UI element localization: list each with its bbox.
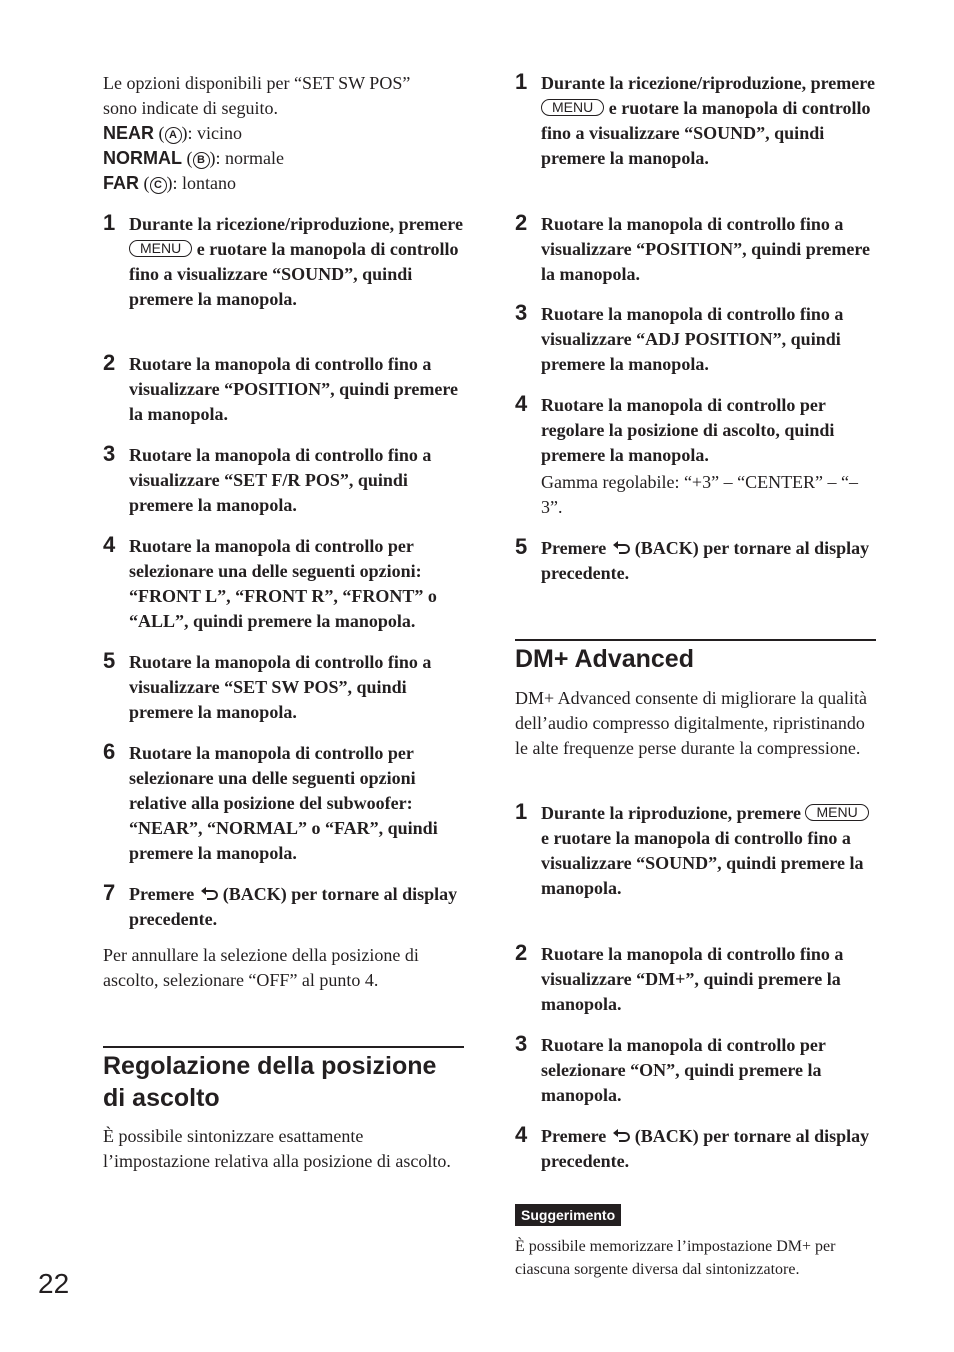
intro-line: sono indicate di seguito. <box>103 98 278 118</box>
step-item: 2 Ruotare la manopola di controllo fino a visualizzare “POSITION”, quindi premere la manopola. <box>103 350 459 424</box>
step-number: 4 <box>515 391 528 416</box>
step-number: 7 <box>103 880 116 905</box>
intro-line: Le opzioni disponibili per “SET SW POS” <box>103 73 411 93</box>
step-number: 3 <box>515 1031 528 1056</box>
step-note: Gamma regolabile: “+3” – “CENTER” – “–3”. <box>541 472 859 517</box>
step-number: 2 <box>515 940 528 965</box>
page-number: 22 <box>38 1268 70 1299</box>
option-far: FAR ( C ): lontano <box>103 173 236 193</box>
step-item: 3 Ruotare la manopola di controllo fino a visualizzare “ADJ POSITION”, quindi premere la manopola. <box>515 300 844 374</box>
option-near: NEAR ( A ): vicino <box>103 123 243 143</box>
step-number: 4 <box>103 532 116 557</box>
step-number: 2 <box>103 350 116 375</box>
step-number: 3 <box>103 441 116 466</box>
menu-button-icon: MENU <box>129 240 192 257</box>
section-intro: DM+ Advanced consente di migliorare la qualità dell’audio compresso digitalmente, ripristinando le alte frequenze perse durante la compressione. <box>515 688 868 758</box>
step-item: 1 Durante la ricezione/riproduzione, premere MENU e ruotare la manopola di controllo fino a visualizzare “SOUND”, quindi premere la manopola. <box>103 210 463 309</box>
step-number: 5 <box>515 534 528 559</box>
step-item: 5 Premere (BACK) per tornare al display precedente. <box>515 534 870 583</box>
sw-pos-options <box>103 71 464 196</box>
step-item: 4 Ruotare la manopola di controllo per regolare la posizione di ascolto, quindi premere la manopola. Gamma regolabile: “+3” – “CENTER” – “–3”. <box>515 393 876 520</box>
circled-c-icon: C <box>150 177 167 194</box>
step-number: 1 <box>103 210 116 235</box>
step-item: 3 Ruotare la manopola di controllo per selezionare “ON”, quindi premere la manopola. <box>515 1031 826 1105</box>
step-item: 1 Durante la ricezione/riproduzione, premere MENU e ruotare la manopola di controllo fino a visualizzare “SOUND”, quindi premere la manopola. <box>515 69 875 168</box>
section-heading: Regolazione della posizione di ascolto <box>103 1052 437 1112</box>
menu-button-icon: MENU <box>541 99 604 116</box>
step-item: 4 Ruotare la manopola di controllo per selezionare una delle seguenti opzioni: “FRONT L”, “FRONT R”, “FRONT” o “ALL”, quindi premere la manopola. <box>103 532 437 631</box>
option-normal: NORMAL ( B ): normale <box>103 148 284 168</box>
step-item: 4 Premere (BACK) per tornare al display precedente. <box>515 1122 870 1171</box>
step-number: 6 <box>103 739 116 764</box>
step-number: 1 <box>515 799 528 824</box>
menu-button-icon: MENU <box>805 804 868 821</box>
step-item: 1 Durante la riproduzione, premere MENU e ruotare la manopola di controllo fino a visualizzare “SOUND”, quindi premere la manopola. <box>515 801 876 901</box>
back-arrow-icon <box>613 541 631 555</box>
step-item: 2 Ruotare la manopola di controllo fino a visualizzare “DM+”, quindi premere la manopola. <box>515 940 844 1014</box>
section-rule <box>103 1046 464 1048</box>
section-heading: DM+ Advanced <box>515 645 694 673</box>
back-arrow-icon <box>201 887 219 901</box>
step-item: 2 Ruotare la manopola di controllo fino a visualizzare “POSITION”, quindi premere la manopola. <box>515 210 871 284</box>
step-item: 7 Premere (BACK) per tornare al display precedente. <box>103 880 458 929</box>
step-number: 1 <box>515 69 528 94</box>
step-item: 5 Ruotare la manopola di controllo fino a visualizzare “SET SW POS”, quindi premere la manopola. <box>103 648 432 722</box>
back-arrow-icon <box>613 1129 631 1143</box>
step-number: 2 <box>515 210 528 235</box>
step-item: 3 Ruotare la manopola di controllo fino a visualizzare “SET F/R POS”, quindi premere la manopola. <box>103 441 432 515</box>
section-rule <box>515 639 876 641</box>
tip-label: Suggerimento <box>515 1204 621 1226</box>
circled-b-icon: B <box>193 152 210 169</box>
circled-a-icon: A <box>165 127 182 144</box>
step-number: 4 <box>515 1122 528 1147</box>
step-number: 3 <box>515 300 528 325</box>
tip-text: È possibile memorizzare l’impostazione DM+ per ciascuna sorgente diversa dal sintonizzatore. <box>515 1238 836 1278</box>
section-intro: È possibile sintonizzare esattamente l’impostazione relativa alla posizione di ascolto. <box>103 1126 451 1171</box>
cancel-note: Per annullare la selezione della posizione di ascolto, selezionare “OFF” al punto 4. <box>103 945 419 990</box>
step-item: 6 Ruotare la manopola di controllo per selezionare una delle seguenti opzioni relative alla posizione del subwoofer: “NEAR”, “NORMAL” o “FAR”, quindi premere la manopola. <box>103 739 438 863</box>
step-number: 5 <box>103 648 116 673</box>
